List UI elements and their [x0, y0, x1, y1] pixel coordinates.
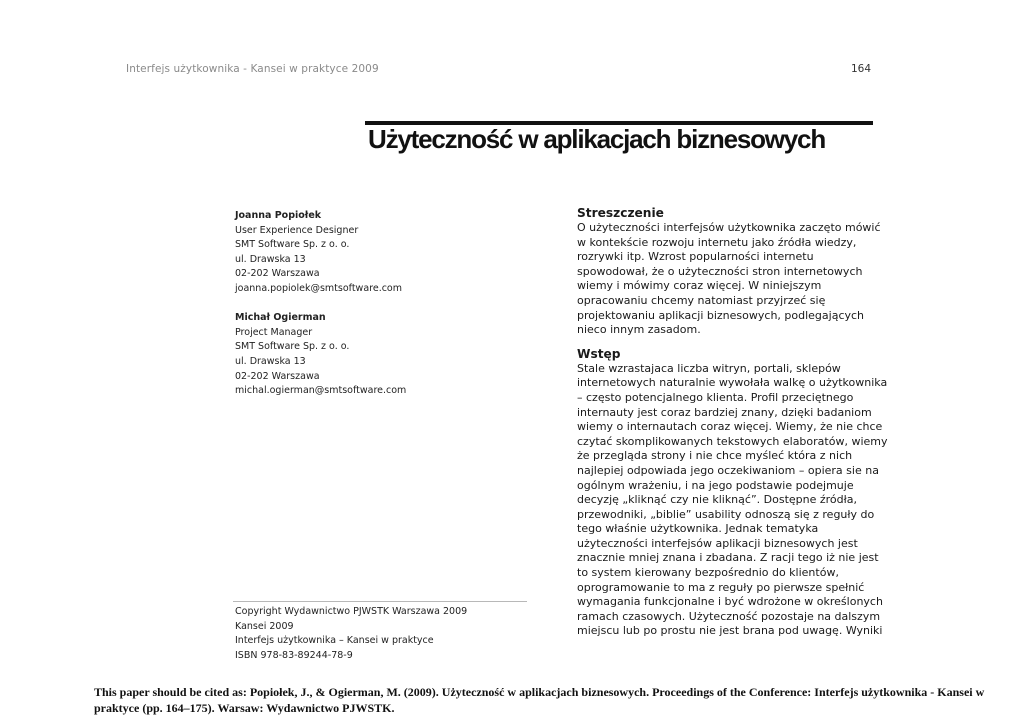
author-email: michal.ogierman@smtsoftware.com	[235, 385, 407, 397]
copyright-line: Copyright Wydawnictwo PJWSTK Warszawa 2009	[235, 606, 468, 617]
author-email: joanna.popiolek@smtsoftware.com	[235, 282, 403, 294]
running-header: Interfejs użytkownika - Kansei w praktyce 2009	[126, 63, 379, 75]
text-line: O użyteczności interfejsów użytkownika zaczęto mówić	[577, 221, 881, 234]
copyright-block	[235, 605, 535, 663]
text-line: ramach czasowych. Użyteczność pozostaje na dalszym	[577, 609, 881, 623]
author-name: Joanna Popiołek	[235, 210, 322, 221]
citation-note	[94, 684, 994, 716]
abstract-text	[577, 221, 881, 338]
author-role: User Experience Designer	[235, 224, 359, 236]
text-line: użyteczności interfejsów aplikacji biznesowych jest	[577, 536, 858, 550]
text-line: miejscu lub po prostu nie jest brana pod uwagę. Wyniki	[577, 624, 883, 638]
text-line: wiemy i mówimy coraz więcej. W niniejszym	[577, 279, 822, 293]
abstract-heading: Streszczenie	[577, 206, 664, 220]
text-line: w kontekście rozwoju internetu jako źródła wiedzy,	[577, 235, 857, 249]
section-gap	[577, 338, 877, 346]
text-line: opracowaniu chcemy natomiast przyjrzeć się	[577, 293, 826, 307]
text-line: przewodniki, „biblie” usability odnoszą się z reguły do	[577, 507, 875, 521]
text-line: – często potencjalnego klienta. Profil przeciętnego	[577, 390, 854, 404]
text-line: oprogramowanie to ma z reguły po pierwsze spełnić	[577, 580, 865, 594]
text-line: że przegląda strony i nie chce myśleć która z nich	[577, 449, 853, 463]
text-line: czytać skomplikowanych tekstowych elaboratów, wiemy	[577, 434, 888, 448]
author-name: Michał Ogierman	[235, 312, 326, 324]
text-line: projektowaniu aplikacji biznesowych, podlegających	[577, 308, 865, 322]
text-line: znacznie mniej znana i zbadana. Z racji tego iż nie jest	[577, 551, 879, 565]
author-block	[235, 209, 535, 297]
author-company: SMT Software Sp. z o. o.	[235, 239, 350, 251]
text-line: wymagania funkcjonalne i być wdrożone w określonych	[577, 595, 883, 609]
text-line: najlepiej odpowiada jego oczekiwaniom – opiera sie na	[577, 463, 879, 477]
text-line: decyzję „kliknąć czy nie kliknąć”. Dostępne źródła,	[577, 493, 857, 507]
intro-text	[577, 361, 888, 639]
text-line: wiemy o internautach coraz więcej. Wiemy, że nie chce	[577, 420, 883, 434]
copyright-divider	[233, 601, 527, 602]
text-line: ogólnym wrażeniu, i na jego podstawie podejmuje	[577, 478, 854, 492]
text-line: spowodował, że o użyteczności stron internetowych	[577, 264, 863, 278]
author-city: 02-202 Warszawa	[235, 268, 320, 280]
copyright-line: ISBN 978-83-89244-78-9	[235, 649, 353, 661]
text-line: to system kierowany bezpośrednio do klientów,	[577, 566, 839, 580]
intro-heading: Wstęp	[577, 346, 621, 361]
body-column	[577, 205, 888, 639]
author-list	[235, 209, 535, 413]
author-block	[235, 311, 535, 399]
text-line: tego właśnie użytkownika. Jednak tematyka	[577, 522, 819, 536]
text-line: internauty jest coraz bardziej znany, dzięki badaniom	[577, 405, 872, 419]
author-role: Project Manager	[235, 326, 313, 338]
page-number: 164	[851, 63, 872, 75]
author-company: SMT Software Sp. z o. o.	[235, 341, 350, 353]
copyright-line: Interfejs użytkownika – Kansei w praktyce	[235, 635, 434, 647]
text-line: nieco innym zasadom.	[577, 323, 701, 337]
text-line: internetowych naturalnie wywołała walkę o użytkownika	[577, 376, 888, 390]
author-street: ul. Drawska 13	[235, 253, 306, 265]
copyright-line: Kansei 2009	[235, 620, 294, 632]
author-street: ul. Drawska 13	[235, 355, 306, 367]
text-line: Stale wzrastajaca liczba witryn, portali, sklepów	[577, 361, 841, 375]
author-city: 02-202 Warszawa	[235, 370, 320, 382]
citation-line: praktyce (pp. 164–175). Warsaw: Wydawnictwo PJWSTK.	[94, 701, 395, 715]
paper-title: Użyteczność w aplikacjach biznesowych	[368, 124, 826, 154]
text-line: rozrywki itp. Wzrost popularności internetu	[577, 250, 814, 264]
citation-line: This paper should be cited as: Popiołek, J., & Ogierman, M. (2009). Użyteczność w aplikacjach biznesowych. Proceedings of the Conference: Interfejs użytkownika - Kansei w	[94, 685, 985, 699]
